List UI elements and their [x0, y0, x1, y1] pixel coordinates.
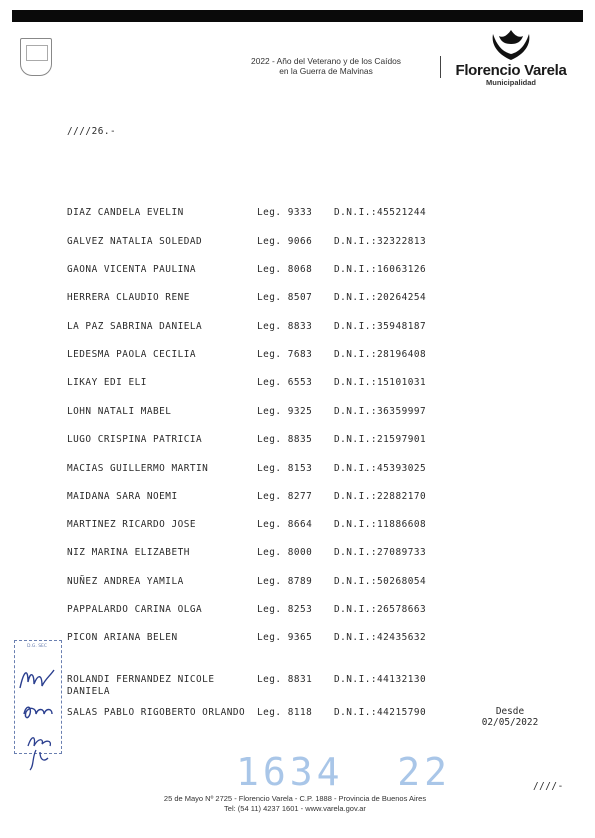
employee-legajo: Leg. 8068 [257, 264, 313, 275]
employee-dni: D.N.I.:22882170 [334, 491, 427, 502]
employee-row [67, 491, 487, 515]
employee-name: MAIDANA SARA NOEMI [67, 491, 178, 502]
employee-dni: D.N.I.:36359997 [334, 406, 427, 417]
employee-name: PAPPALARDO CARINA OLGA [67, 604, 203, 615]
employee-legajo: Leg. 8253 [257, 604, 313, 615]
employee-name: MARTINEZ RICARDO JOSE [67, 519, 197, 530]
employee-dni: D.N.I.:45521244 [334, 207, 427, 218]
folio-stamp [236, 750, 451, 794]
employee-dni: D.N.I.:32322813 [334, 236, 427, 247]
employee-row [67, 264, 487, 288]
page-end-marker: ////- [533, 781, 564, 792]
employee-dni: D.N.I.:20264254 [334, 292, 427, 303]
handwritten-initials-2 [20, 700, 56, 724]
employee-row [67, 463, 487, 487]
handwritten-initials-1 [16, 664, 58, 694]
employee-name: SALAS PABLO RIGOBERTO ORLANDO [67, 707, 246, 718]
employee-dni: D.N.I.:11886608 [334, 519, 427, 530]
employee-dni: D.N.I.:16063126 [334, 264, 427, 275]
effective-date-value: 02/05/2022 [481, 717, 539, 728]
effective-date [470, 706, 550, 728]
page-reference: ////26.- [67, 126, 117, 137]
year-motto-line-1: 2022 - Año del Veterano y de los Caídos [251, 56, 401, 66]
employee-row [67, 292, 487, 316]
brand-block [455, 28, 567, 87]
employee-legajo: Leg. 8153 [257, 463, 313, 474]
employee-legajo: Leg. 8118 [257, 707, 313, 718]
employee-name: HERRERA CLAUDIO RENE [67, 292, 190, 303]
employee-legajo: Leg. 8789 [257, 576, 313, 587]
employee-row [67, 707, 487, 731]
employee-row [67, 604, 487, 628]
folio-number: 1634 [236, 750, 344, 794]
employee-dni: D.N.I.:42435632 [334, 632, 427, 643]
employee-name: DIAZ CANDELA EVELIN [67, 207, 184, 218]
employee-name: LOHN NATALI MABEL [67, 406, 172, 417]
employee-dni: D.N.I.:44132130 [334, 674, 427, 685]
employee-dni: D.N.I.:26578663 [334, 604, 427, 615]
employee-name: LIKAY EDI ELI [67, 377, 147, 388]
employee-legajo: Leg. 9325 [257, 406, 313, 417]
header-divider [440, 56, 441, 78]
employee-dni: D.N.I.:35948187 [334, 321, 427, 332]
employee-name: NUÑEZ ANDREA YAMILA [67, 576, 184, 587]
employee-name: LUGO CRISPINA PATRICIA [67, 434, 203, 445]
folio-year: 22 [397, 750, 452, 794]
footer-contact: Tel: (54 11) 4237 1601 - www.varela.gov.ar [224, 804, 366, 813]
florencio-varela-logo-icon [487, 28, 535, 62]
employee-row [67, 674, 487, 698]
employee-row [67, 207, 487, 231]
employee-row [67, 519, 487, 543]
employee-dni: D.N.I.:50268054 [334, 576, 427, 587]
effective-date-label: Desde [495, 706, 525, 717]
employee-legajo: Leg. 8831 [257, 674, 313, 685]
municipal-crest-icon [20, 38, 52, 76]
employee-legajo: Leg. 7683 [257, 349, 313, 360]
employee-name: LA PAZ SABRINA DANIELA [67, 321, 203, 332]
employee-name: ROLANDI FERNANDEZ NICOLE DANIELA [67, 674, 215, 697]
employee-name: GALVEZ NATALIA SOLEDAD [67, 236, 203, 247]
year-motto [226, 56, 426, 76]
page-footer [130, 794, 460, 814]
employee-row [67, 406, 487, 430]
employee-dni: D.N.I.:45393025 [334, 463, 427, 474]
employee-dni: D.N.I.:21597901 [334, 434, 427, 445]
stamp-header: D.G. SEC [26, 644, 48, 649]
employee-row [67, 236, 487, 260]
employee-dni: D.N.I.:44215790 [334, 707, 427, 718]
employee-name: LEDESMA PAOLA CECILIA [67, 349, 197, 360]
employee-legajo: Leg. 8000 [257, 547, 313, 558]
scan-top-bar [12, 10, 583, 22]
employee-dni: D.N.I.:15101031 [334, 377, 427, 388]
employee-legajo: Leg. 8277 [257, 491, 313, 502]
handwritten-initials-3 [22, 730, 56, 772]
employee-dni: D.N.I.:28196408 [334, 349, 427, 360]
employee-dni: D.N.I.:27089733 [334, 547, 427, 558]
employee-legajo: Leg. 9066 [257, 236, 313, 247]
employee-legajo: Leg. 9365 [257, 632, 313, 643]
employee-legajo: Leg. 8833 [257, 321, 313, 332]
employee-legajo: Leg. 8664 [257, 519, 313, 530]
brand-name: Florencio Varela [455, 62, 567, 79]
employee-name: PICON ARIANA BELEN [67, 632, 178, 643]
employee-row [67, 632, 487, 656]
footer-address: 25 de Mayo Nº 2725 - Florencio Varela - C.P. 1888 - Provincia de Buenos Aires [163, 794, 427, 803]
brand-subtitle: Municipalidad [485, 78, 536, 87]
employee-row [67, 547, 487, 571]
year-motto-line-2: en la Guerra de Malvinas [279, 66, 373, 76]
employee-row [67, 321, 487, 345]
employee-row [67, 377, 487, 401]
employee-name: MACIAS GUILLERMO MARTIN [67, 463, 209, 474]
employee-legajo: Leg. 6553 [257, 377, 313, 388]
employee-legajo: Leg. 8835 [257, 434, 313, 445]
employee-row [67, 434, 487, 458]
employee-row [67, 576, 487, 600]
employee-legajo: Leg. 8507 [257, 292, 313, 303]
employee-row [67, 349, 487, 373]
employee-name: GAONA VICENTA PAULINA [67, 264, 197, 275]
employee-name: NIZ MARINA ELIZABETH [67, 547, 190, 558]
employee-legajo: Leg. 9333 [257, 207, 313, 218]
